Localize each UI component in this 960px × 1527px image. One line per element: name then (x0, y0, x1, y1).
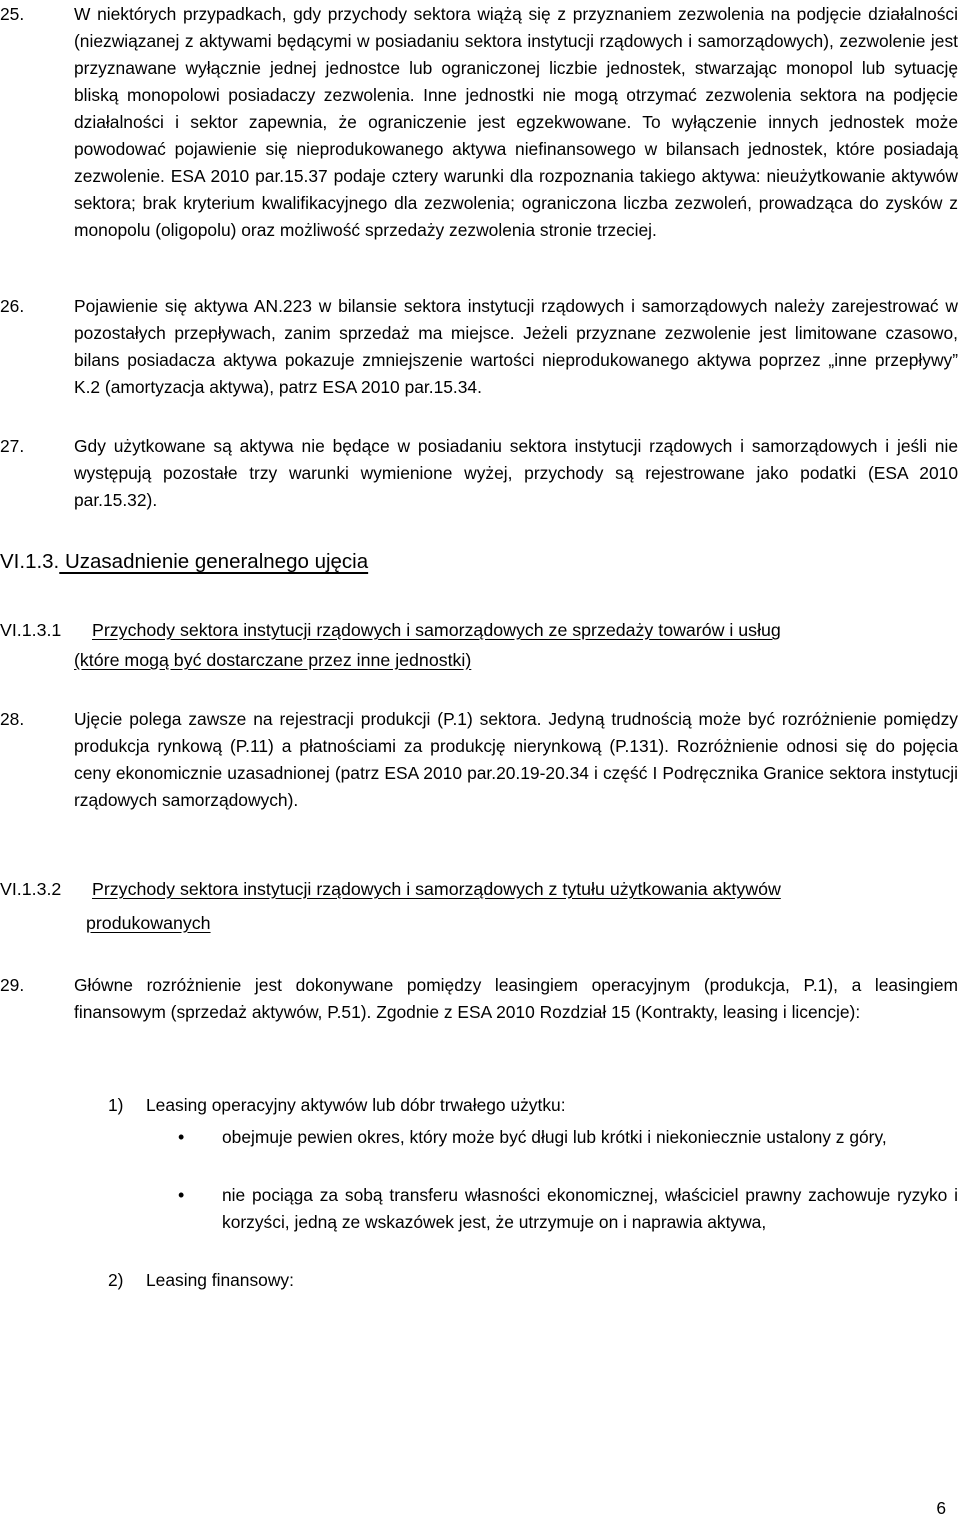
paragraph-text: W niektórych przypadkach, gdy przychody sektora wiążą się z przyznaniem zezwolenia na podjęcie działalności (niezwiązanej z aktywami będącymi w posiadaniu sektora instytucji rządowych i samorządowych), zezwolenie jest przyznawane wyłącznie jednej jednostce lub ograniczonej liczbie jednostek, stwarzając monopol lub sytuację bliską monopolowi posiadaczy zezwolenia. Inne jednostki nie mogą otrzymać zezwolenia sektora na podjęcie działalności i sektor zapewnia, że ograniczenie jest egzekwowane. To wyłączenie innych jednostek może powodować pojawienie się nieprodukowanego aktywa niefinansowego w bilansach jednostek, które posiadają zezwolenie. ESA 2010 par.15.37 podaje cztery warunki dla rozpoznania takiego aktywa: nieużytkowanie aktywów sektora; brak kryterium kwalifikacyjnego dla zezwolenia; ograniczona liczba zezwoleń, prowadząca do zysków z monopolu (oligopolu) oraz możliwość sprzedaży zezwolenia stronie trzeciej. (74, 4, 958, 240)
list-item-text: Leasing operacyjny aktywów lub dóbr trwałego użytku: (146, 1095, 566, 1115)
subsection-heading-1 (0, 616, 958, 676)
list-item-text: Leasing finansowy: (146, 1270, 294, 1290)
bullet-icon: • (178, 1185, 185, 1205)
paragraph-number: 27. (0, 436, 25, 456)
subsection-title-line2: (które mogą być dostarczane przez inne jednostki) (74, 650, 472, 670)
subsection-number: VI.1.3.1 (0, 620, 62, 640)
subsection-title-line1: Przychody sektora instytucji rządowych i samorządowych ze sprzedaży towarów i usług (92, 620, 781, 640)
paragraph-text: Ujęcie polega zawsze na rejestracji produkcji (P.1) sektora. Jedyną trudnością może być rozróżnienie pomiędzy produkcja rynkową (P.11) a płatnościami za produkcję nierynkową (P.131). Rozróżnienie odnosi się do pojęcia ceny ekonomicznie uzasadnionej (patrz ESA 2010 par.20.19-20.34 i część I Podręcznika Granice sektora instytucji rządowych samorządowych). (74, 709, 958, 810)
paragraph-text: Gdy użytkowane są aktywa nie będące w posiadaniu sektora instytucji rządowych i samorządowych i jeśli nie występują pozostałe trzy warunki wymienione wyżej, przychody są rejestrowane jako podatki (ESA 2010 par.15.32). (74, 436, 958, 510)
bullet-text: nie pociąga za sobą transferu własności ekonomicznej, właściciel prawny zachowuje ryzyko i korzyści, jedną ze wskazówek jest, że utrzymuje on i naprawia aktywa, (222, 1185, 958, 1232)
bullet-icon: • (178, 1127, 185, 1147)
paragraph-number: 28. (0, 709, 25, 729)
section-number: VI.1.3. (0, 550, 60, 573)
paragraph-number: 29. (0, 975, 25, 995)
section-title: Uzasadnienie generalnego ujęcia (59, 550, 369, 573)
page-number: 6 (936, 1498, 946, 1518)
list-item-number: 1) (108, 1095, 124, 1115)
paragraph-number: 25. (0, 4, 25, 24)
bullet-text: obejmuje pewien okres, który może być długi lub krótki i niekoniecznie ustalony z góry, (222, 1127, 887, 1147)
section-heading (0, 547, 368, 577)
subsection-title-line1: Przychody sektora instytucji rządowych i samorządowych z tytułu użytkowania aktywów (92, 879, 781, 899)
paragraph-text: Główne rozróżnienie jest dokonywane pomiędzy leasingiem operacyjnym (produkcja, P.1), a leasingiem finansowym (sprzedaż aktywów, P.51). Zgodnie z ESA 2010 Rozdział 15 (Kontrakty, leasing i licencje): (74, 975, 958, 1022)
list-item-number: 2) (108, 1270, 124, 1290)
subsection-heading-2 (0, 875, 958, 939)
subsection-number: VI.1.3.2 (0, 879, 62, 899)
subsection-title-line2: produkowanych (86, 913, 211, 933)
paragraph-number: 26. (0, 296, 25, 316)
paragraph-text: Pojawienie się aktywa AN.223 w bilansie sektora instytucji rządowych i samorządowych należy zarejestrować w pozostałych przepływach, zanim sprzedaż ma miejsce. Jeżeli przyznane zezwolenie jest limitowane czasowo, bilans posiadacza aktywa pokazuje zmniejszenie wartości nieprodukowanego aktywa poprzez „inne przepływy” K.2 (amortyzacja aktywa), patrz ESA 2010 par.15.34. (74, 296, 958, 397)
